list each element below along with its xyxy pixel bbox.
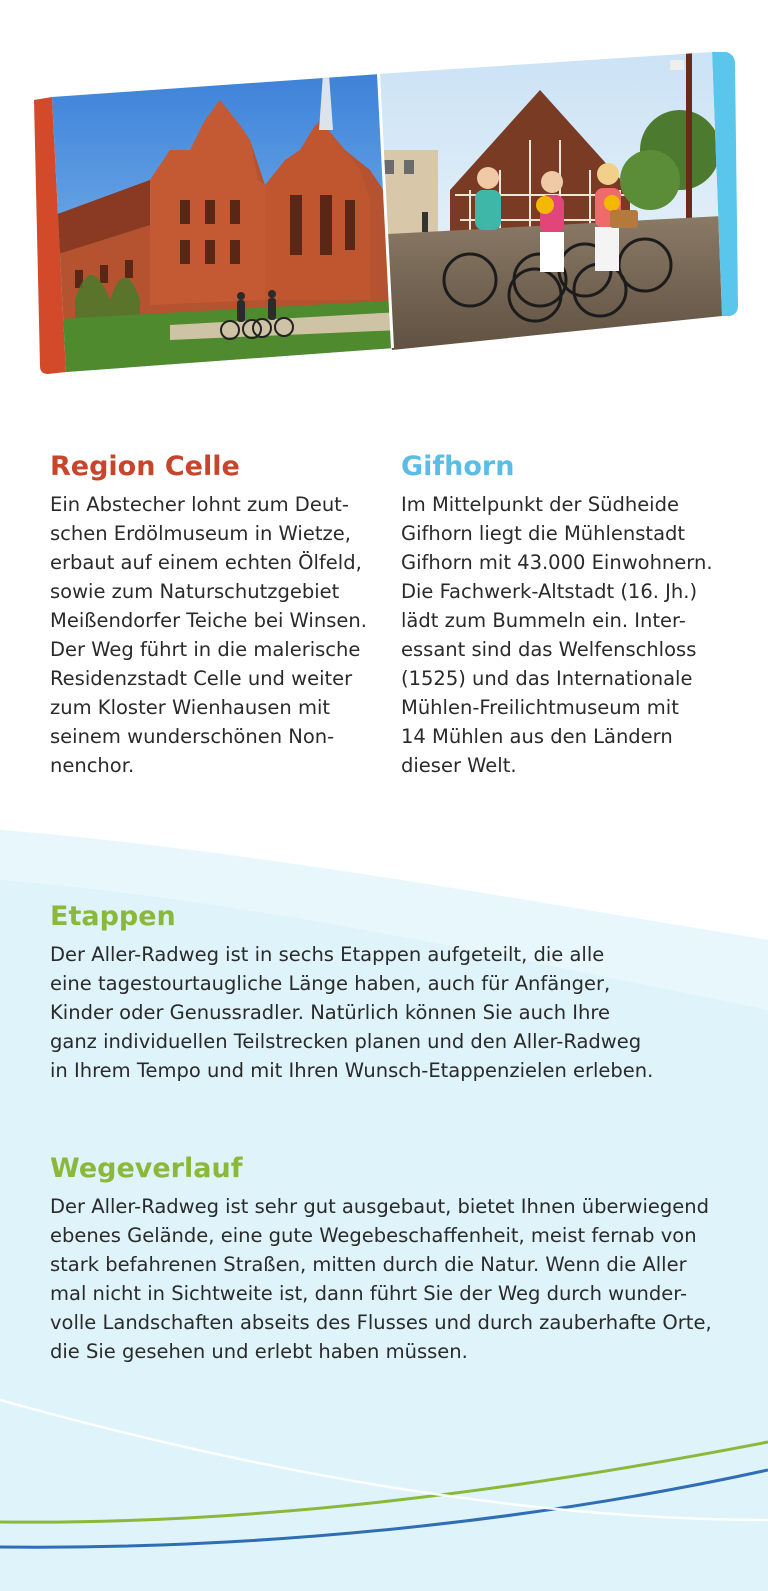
text-line: zum Kloster Wienhausen mit bbox=[50, 696, 331, 719]
gifhorn-section bbox=[401, 450, 731, 780]
text-line: Der Aller-Radweg ist sehr gut ausgebaut, bietet Ihnen überwiegend bbox=[50, 1195, 710, 1218]
text-line: Gifhorn liegt die Mühlenstadt bbox=[401, 522, 686, 545]
wegeverlauf-title: Wegeverlauf bbox=[50, 1153, 243, 1184]
text-line: Meißendorfer Teiche bei Winsen. bbox=[50, 609, 367, 632]
text-line: Gifhorn mit 43.000 Einwohnern. bbox=[401, 551, 713, 574]
photo-gifhorn-market bbox=[370, 40, 740, 360]
text-line: essant sind das Welfenschloss bbox=[401, 638, 697, 661]
text-line: Der Aller-Radweg ist in sechs Etappen aufgeteilt, die alle bbox=[50, 943, 605, 966]
gifhorn-text bbox=[401, 490, 731, 780]
text-line: erbaut auf einem echten Ölfeld, bbox=[50, 551, 362, 574]
etappen-section bbox=[50, 900, 740, 1085]
text-line: lädt zum Bummeln ein. Inter- bbox=[401, 609, 686, 632]
text-line: mal nicht in Sichtweite ist, dann führt Sie der Weg durch wunder- bbox=[50, 1282, 688, 1305]
photo-collage bbox=[0, 0, 768, 400]
region-celle-text bbox=[50, 490, 380, 780]
text-line: seinem wunderschönen Non- bbox=[50, 725, 335, 748]
text-line: ganz individuellen Teilstrecken planen und den Aller-Radweg bbox=[50, 1030, 642, 1053]
region-celle-title: Region Celle bbox=[50, 451, 240, 482]
text-line: Mühlen-Freilichtmuseum mit bbox=[401, 696, 679, 719]
gifhorn-title: Gifhorn bbox=[401, 451, 515, 482]
text-line: stark befahrenen Straßen, mitten durch die Natur. Wenn die Aller bbox=[50, 1253, 687, 1276]
text-line: schen Erdölmuseum in Wietze, bbox=[50, 522, 351, 545]
text-line: Die Fachwerk-Altstadt (16. Jh.) bbox=[401, 580, 698, 603]
text-line: dieser Welt. bbox=[401, 754, 517, 777]
etappen-text bbox=[50, 940, 740, 1085]
text-line: (1525) und das Internationale bbox=[401, 667, 693, 690]
text-line: Der Weg führt in die malerische bbox=[50, 638, 361, 661]
text-line: in Ihrem Tempo und mit Ihren Wunsch-Etappenzielen erleben. bbox=[50, 1059, 654, 1082]
text-line: eine tagestourtaugliche Länge haben, auch für Anfänger, bbox=[50, 972, 611, 995]
text-line: die Sie gesehen und erlebt haben müssen. bbox=[50, 1340, 468, 1363]
photo-monastery bbox=[40, 60, 400, 380]
text-line: sowie zum Naturschutzgebiet bbox=[50, 580, 340, 603]
text-line: Kinder oder Genussradler. Natürlich können Sie auch Ihre bbox=[50, 1001, 610, 1024]
etappen-title: Etappen bbox=[50, 901, 176, 932]
text-line: Ein Abstecher lohnt zum Deut- bbox=[50, 493, 349, 516]
text-line: Im Mittelpunkt der Südheide bbox=[401, 493, 679, 516]
text-line: Residenzstadt Celle und weiter bbox=[50, 667, 353, 690]
text-line: ebenes Gelände, eine gute Wegebeschaffenheit, meist fernab von bbox=[50, 1224, 697, 1247]
text-line: volle Landschaften abseits des Flusses und durch zauberhafte Orte, bbox=[50, 1311, 712, 1334]
text-line: nenchor. bbox=[50, 754, 135, 777]
region-celle-section bbox=[50, 450, 380, 780]
wegeverlauf-text bbox=[50, 1192, 740, 1366]
text-line: 14 Mühlen aus den Ländern bbox=[401, 725, 673, 748]
wegeverlauf-section bbox=[50, 1152, 740, 1366]
